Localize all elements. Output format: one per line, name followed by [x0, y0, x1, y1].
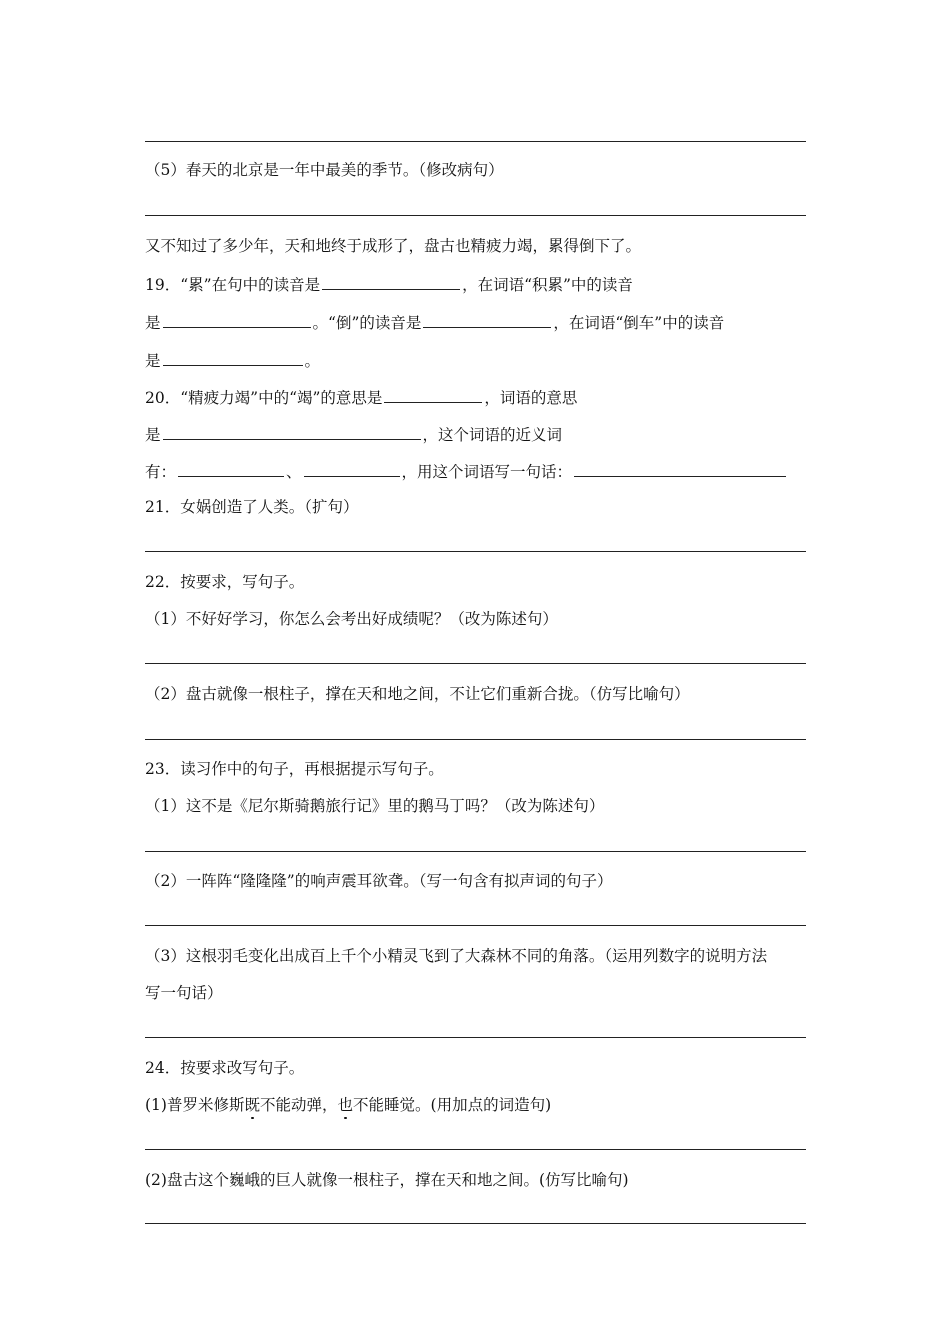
answer-line-q22-1[interactable]: [145, 663, 806, 664]
q20-text: 有：: [145, 463, 177, 481]
q24-text: 不能动弹，: [259, 1096, 338, 1114]
question-23-title: 23．读习作中的句子，再根据提示写句子。: [145, 760, 444, 778]
q24-text: 不能睡觉。(用加点的词造句): [353, 1096, 552, 1114]
q20-text: 、: [286, 463, 302, 481]
answer-line-q23-2[interactable]: [145, 925, 806, 926]
answer-line-q22-2[interactable]: [145, 739, 806, 740]
q19-text: ，在词语“积累”中的读音: [462, 276, 633, 294]
q20-blank-4[interactable]: [304, 460, 400, 477]
dotted-word-ye: 也: [337, 1096, 354, 1114]
question-24-item1: [145, 1095, 551, 1115]
q20-text: ，词语的意思: [484, 389, 578, 407]
answer-line-q24-1[interactable]: [145, 1149, 806, 1150]
reading-passage: 又不知过了多少年，天和地终于成形了，盘古也精疲力竭，累得倒下了。: [145, 237, 642, 255]
q20-blank-1[interactable]: [384, 386, 482, 403]
q20-text: 20．“精疲力竭”中的“竭”的意思是: [145, 389, 383, 407]
q19-blank-3[interactable]: [423, 311, 551, 328]
answer-line-q23-1[interactable]: [145, 851, 806, 852]
question-22-item1: （1）不好好学习，你怎么会考出好成绩呢？（改为陈述句）: [145, 610, 558, 628]
q19-blank-2[interactable]: [163, 311, 311, 328]
q20-text: ，这个词语的近义词: [422, 426, 563, 444]
q20-blank-2[interactable]: [163, 423, 421, 440]
question-22-item2: （2）盘古就像一根柱子，撑在天和地之间，不让它们重新合拢。（仿写比喻句）: [145, 685, 690, 703]
q19-blank-1[interactable]: [322, 273, 460, 290]
answer-line-q5[interactable]: [145, 215, 806, 216]
question-23-item3-line1: （3）这根羽毛变化出成百上千个小精灵飞到了大森林不同的角落。（运用列数字的说明方法: [145, 947, 768, 965]
q19-text: ，在词语“倒车”中的读音: [553, 314, 725, 332]
question-23-item3-line2: 写一句话）: [145, 984, 223, 1002]
q19-text: 19．“累”在句中的读音是: [145, 276, 321, 294]
question-20-line1: [145, 386, 577, 408]
question-21-prompt: 21．女娲创造了人类。（扩句）: [145, 498, 359, 516]
q24-text: (1)普罗米修斯: [145, 1096, 245, 1114]
q19-text: 。“倒”的读音是: [312, 314, 422, 332]
question-19-line3: [145, 349, 320, 371]
question-24-title: 24．按要求改写句子。: [145, 1059, 305, 1077]
question-19-line1: [145, 273, 633, 295]
question-20-line2: [145, 423, 562, 445]
answer-line-q21[interactable]: [145, 551, 806, 552]
answer-line-q23-3[interactable]: [145, 1037, 806, 1038]
question-20-line3: [145, 460, 788, 482]
answer-line-q24-2[interactable]: [145, 1223, 806, 1224]
q20-blank-5[interactable]: [574, 460, 786, 477]
question-22-title: 22．按要求，写句子。: [145, 573, 305, 591]
q19-blank-4[interactable]: [163, 349, 303, 366]
q20-text: 是: [145, 426, 161, 444]
q20-blank-3[interactable]: [178, 460, 284, 477]
question-23-item1: （1）这不是《尼尔斯骑鹅旅行记》里的鹅马丁吗？（改为陈述句）: [145, 797, 605, 815]
q19-text: 是: [145, 352, 161, 370]
q20-text: ，用这个词语写一句话：: [401, 463, 573, 481]
question-23-item2: （2）一阵阵“隆隆隆”的响声震耳欲聋。（写一句含有拟声词的句子）: [145, 872, 613, 890]
q19-text: 是: [145, 314, 161, 332]
answer-line-top[interactable]: [145, 141, 806, 142]
dotted-word-ji: 既: [244, 1096, 260, 1114]
question-24-item2: (2)盘古这个巍峨的巨人就像一根柱子，撑在天和地之间。(仿写比喻句): [145, 1171, 629, 1189]
q19-text: 。: [304, 352, 321, 370]
question-19-line2: [145, 311, 724, 333]
question-5-prompt: （5）春天的北京是一年中最美的季节。（修改病句）: [145, 161, 504, 179]
